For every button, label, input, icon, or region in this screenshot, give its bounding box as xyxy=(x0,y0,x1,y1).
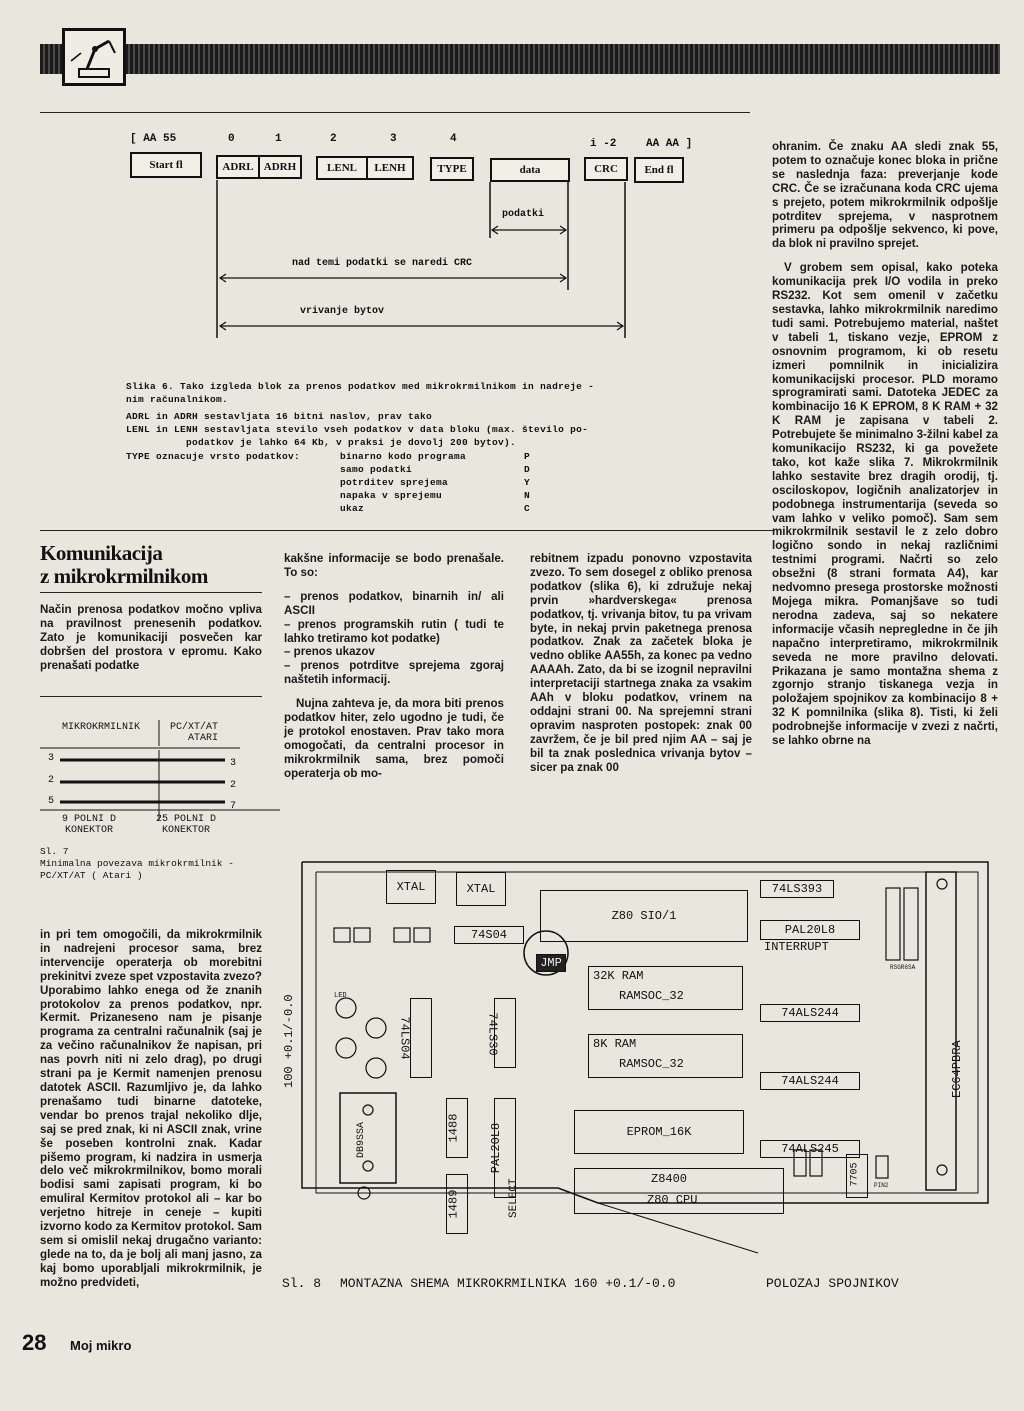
led-label: LED xyxy=(334,992,347,1000)
pcb-diagram xyxy=(282,858,1003,1268)
z80-cpu-chip: Z8400 Z80 CPU xyxy=(574,1168,784,1214)
label-crc-span: nad temi podatki se naredi CRC xyxy=(292,258,473,269)
column-2-text: kakšne informacije se bodo prenašale. To so: – prenos podatkov, binarnih in/ ali ASCII – prenos programskih rutin ( tudi te lahko tretiramo kot podatke) – prenos ukazov – prenos potrditve sprejema zgoraj naštetih informacij. Nujna zahteva je, da mora biti prenos podatkov hiter, zelo ugodno je tudi, če je protokol enostaven. Prav tako mora omogočati, da centralni procesor in mikrokrmilnik sama, brez pomoči operaterja ob mo- xyxy=(284,552,504,780)
magazine-name: Moj mikro xyxy=(70,1338,132,1353)
paragraph: V grobem sem opisal, kako poteka komunikacija prek I/O vodila in preko RS232. Kot sem omenil v začetku sestavka, lahko mikrokrmilnik naredimo tudi sami. Potrebujemo material, naštet v tabeli 1, tiskano vezje, EPROM z osnovnim programom, ki ob resetu izmeri pomnilnik in inicializira komunikacijski procesor. PLD moramo sprogramirati sami. Datoteka JEDEC za kombinacijo 16 K EPROM, 8 K RAM + 32 K RAM je zapisana v tabeli 2. Potrebujete še minimalno 3-žilni kabel za komunikacijo RS232, ki ga povežete tako, kot kaže slika 7. Mikrokrmilnik lahko sestavite brez dragih orodij, tj. osciloskopov, logičnih analizatorjev in podobnega instrumentarija (seveda so vam lahko v veliko pomoč). Sam sem mikrokrmilnik sestavil le z zelo dobro logično sondo in nekaj različnimi testnimi programi. Načrti so zelo obsežni (8 strani formata A4), kar nedvomno presega prostorske možnosti Mojega mikra. Pomanjšave so tudi nerodna zadeva, saj so nekatere informacije včasih nepregledne in če jih napačno interpretiramo, mikrokrmilnik seveda ne more pravilno delovati. Prikazana je samo montažna shema z zgornjo stranjo tiskanega vezja in položajem spojnikov za kombinacijo 8 + 32 K pomnilnika (slika 8). Tisti, ki želi podrobnejše informacije v zvezi z načrti, se lahko obrne na xyxy=(772,261,998,748)
header-banner xyxy=(40,44,1000,74)
ls30-chip: 74LS30 xyxy=(494,998,516,1068)
rsgr-label: RSGR6SA xyxy=(890,964,916,971)
select-label: SELECT xyxy=(508,1178,520,1218)
lead-rule xyxy=(40,696,262,697)
ls04b-chip: 74LS04 xyxy=(410,998,432,1078)
ic1489-chip: 1489 xyxy=(446,1174,468,1234)
type-row: potrditev sprejema Y xyxy=(340,477,530,488)
xtal2-chip: XTAL xyxy=(456,872,506,906)
fig7-right-pin: 2 xyxy=(230,780,237,791)
idx-i2: i -2 xyxy=(590,138,617,150)
fig8-position-label: POLOZAJ SPOJNIKOV xyxy=(766,1276,899,1291)
idx-start: [ AA 55 xyxy=(130,133,177,145)
type-row: napaka v sprejemu N xyxy=(340,490,530,501)
fig7-right-head: PC/XT/AT ATARI xyxy=(170,722,219,744)
fig7-right-pin: 7 xyxy=(230,801,237,812)
field-data: data xyxy=(490,158,570,182)
left-bottom-text: in pri tem omogočili, da mikrokrmilnik in nadrejeni procesor sama, brez intervencije operaterja ob morebitni prekinitvi zveze spet vzpostavita zvezo? Uporabimo lahko enega od že znanih protokolov za prenos podatkov, npr. Kermit. Prizaneseno nam je pisanje programa za centralni računalnik (saj je za večino računalnikov že napisan, pri nas povrh niti ni zelo drag), po drugi strani pa je Kermit namenjen prenosu datotek ASCII. Razumljivo je, da lahko prenašamo tudi binarne datoteke, vendar bo prenos trajal nekoliko dlje, saj se pred znak, ki ni ASCII znak, vrine še poseben kontrolni znak. Kadar pišemo program, ki nadzira in usmerja delo več mikrokrmilnikov, bomo morali bodisi sami zapisati program, ki bo emuliral Kermitov protokol ali – kar bo verjetno hitreje in ceneje – kupiti izvorno kodo za Kermitov protokol. Sam sem si omislil nekaj drugačno varianto: glede na to, da je bolj ali manj jasno, za kaj bomo uporabljali mikrokrmilnik, je možno predvideti, xyxy=(40,928,262,1289)
ls04a-chip: 74S04 xyxy=(454,926,524,944)
paragraph: ohranim. Če znaku AA sledi znak 55, potem to označuje konec bloka in pričnе se naslednja faza: preverjanje kode CRC. Če se izračunana koda CRC ujema s prejeto, potem mikrokrmilnik odpošlje potrditev sprejema, v nasprotnem primeru pa odpošlje sekvenco, ki pove, da blok ni pravilno sprejet. xyxy=(772,140,998,251)
type-row: binarno kodo programa P xyxy=(340,451,530,462)
idx-0: 0 xyxy=(228,133,235,145)
ls244a-chip: 74ALS244 xyxy=(760,1004,860,1022)
board-size-label: 100 +0.1/-0.0 xyxy=(282,994,296,1088)
column-3-text: rebitnem izpadu ponovno vzpostavita zvezo. To sem dosegel z obliko prenosa podatkov (slika 6), ki združuje nekaj prvin »hardverskega« prenosa podatkov, tj. vrivanja bitov, tu pa vrivam byte, in nekaj prvin paketnega prenosa podatkov. Znak za začetek bloka je vedno oblike AA55h, za konec pa vedno AAAAh. Zato, da bi se izognil nepravilni interpretaciji startnega znaka za vsakim AAh v bloku podatkov, vrinem na oddajni strani 00. Na sprejemni strani opravim nasproten postopek: znak 00 zavržem, če je bil pred njim AA – saj je bil ta znak poslednica vrivanja bytov – sicer pa znak 00 xyxy=(530,552,752,774)
ic7705-chip: 7705 xyxy=(846,1154,868,1198)
article-heading: Komunikacija z mikrokrmilnikom xyxy=(40,541,208,588)
robot-arm-logo xyxy=(62,28,126,86)
ram8-chip: 8K RAM RAMSOC_32 xyxy=(588,1034,743,1078)
fig7-left-foot: 9 POLNI D KONEKTOR xyxy=(62,814,117,836)
caption6-adr: ADRL in ADRH sestavljata 16 bitni naslov, prav tako LENL in LENH sestavljata stevilo vseh podatkov v data bloku (max. število po- podatkov je lahko 64 Kb, v praksi je dovolj 200 bytov). xyxy=(126,411,589,448)
caption6-title: Slika 6. Tako izgleda blok za prenos podatkov med mikrokrmilnikom in nadreje - nim računalnikom. xyxy=(126,381,595,405)
ls245-chip: 74ALS245 xyxy=(760,1140,860,1158)
field-adrh: ADRH xyxy=(258,155,302,179)
lead-text: Način prenosa podatkov močno vpliva na pravilnost prenesenih podatkov. Zato je komunikaciji posvečen kar dobršen del prostora v epromu. Kako prenašati podatke xyxy=(40,603,262,672)
field-adrl: ADRL xyxy=(216,155,260,179)
interrupt-label: INTERRUPT xyxy=(764,940,829,954)
type-row: samo podatki D xyxy=(340,464,530,475)
field-lenh: LENH xyxy=(366,156,414,180)
page-number: 28 xyxy=(22,1330,47,1355)
pin2-label: PIN2 xyxy=(874,1182,889,1189)
fig7-right-pin: 3 xyxy=(230,758,237,769)
label-podatki: podatki xyxy=(502,209,545,220)
db9-label: DB9SSA xyxy=(356,1121,367,1158)
field-start-flag: Start fl xyxy=(130,152,202,178)
type-row: ukaz C xyxy=(340,503,530,514)
ls393-chip: 74LS393 xyxy=(760,880,834,898)
fig8-number: Sl. 8 xyxy=(282,1276,322,1291)
ram32-chip: 32K RAM RAMSOC_32 xyxy=(588,966,743,1010)
fig7-right-foot: 25 POLNI D KONEKTOR xyxy=(156,814,217,836)
field-end-flag: End fl xyxy=(634,157,684,183)
idx-4: 4 xyxy=(450,133,457,145)
fig8-caption: MONTAZNA SHEMA MIKROKRMILNIKA 160 +0.1/-0.0 xyxy=(340,1276,676,1291)
ls244b-chip: 74ALS244 xyxy=(760,1072,860,1090)
right-column-text xyxy=(772,140,998,758)
ic1488-chip: 1488 xyxy=(446,1098,468,1158)
idx-1: 1 xyxy=(275,133,282,145)
field-type: TYPE xyxy=(430,157,474,181)
label-vrivanje: vrivanje bytov xyxy=(300,306,385,317)
fig7-caption: Sl. 7 Minimalna povezava mikrokrmilnik - PC/XT/AT ( Atari ) xyxy=(40,846,234,881)
top-rule xyxy=(40,112,750,113)
idx-2: 2 xyxy=(330,133,337,145)
idx-end: AA AA ] xyxy=(646,138,693,150)
idx-3: 3 xyxy=(390,133,397,145)
type-list xyxy=(340,450,530,515)
eprom-chip: EPROM_16K xyxy=(574,1110,744,1154)
pal1-chip: PAL20L8 xyxy=(760,920,860,940)
pal2-chip: PAL20L8 xyxy=(494,1098,516,1198)
fig7-left-pin: 2 xyxy=(48,775,55,786)
sio-chip: Z80 SIO/1 xyxy=(540,890,748,942)
mid-rule xyxy=(40,530,775,531)
caption6-type-lead: TYPE oznacuje vrsto podatkov: xyxy=(126,451,301,462)
robot-arm-icon xyxy=(65,31,123,83)
fig7-left-head: MIKROKRMILNIK xyxy=(62,722,141,733)
fig7-left-pin: 5 xyxy=(48,796,55,807)
field-crc: CRC xyxy=(584,157,628,181)
xtal1-chip: XTAL xyxy=(386,870,436,904)
heading-rule xyxy=(40,592,262,593)
jmp-block: JMP xyxy=(536,954,566,972)
fig7-left-pin: 3 xyxy=(48,753,55,764)
ec64-connector-label: EC64PBRA xyxy=(950,1040,964,1098)
field-lenl: LENL xyxy=(316,156,368,180)
